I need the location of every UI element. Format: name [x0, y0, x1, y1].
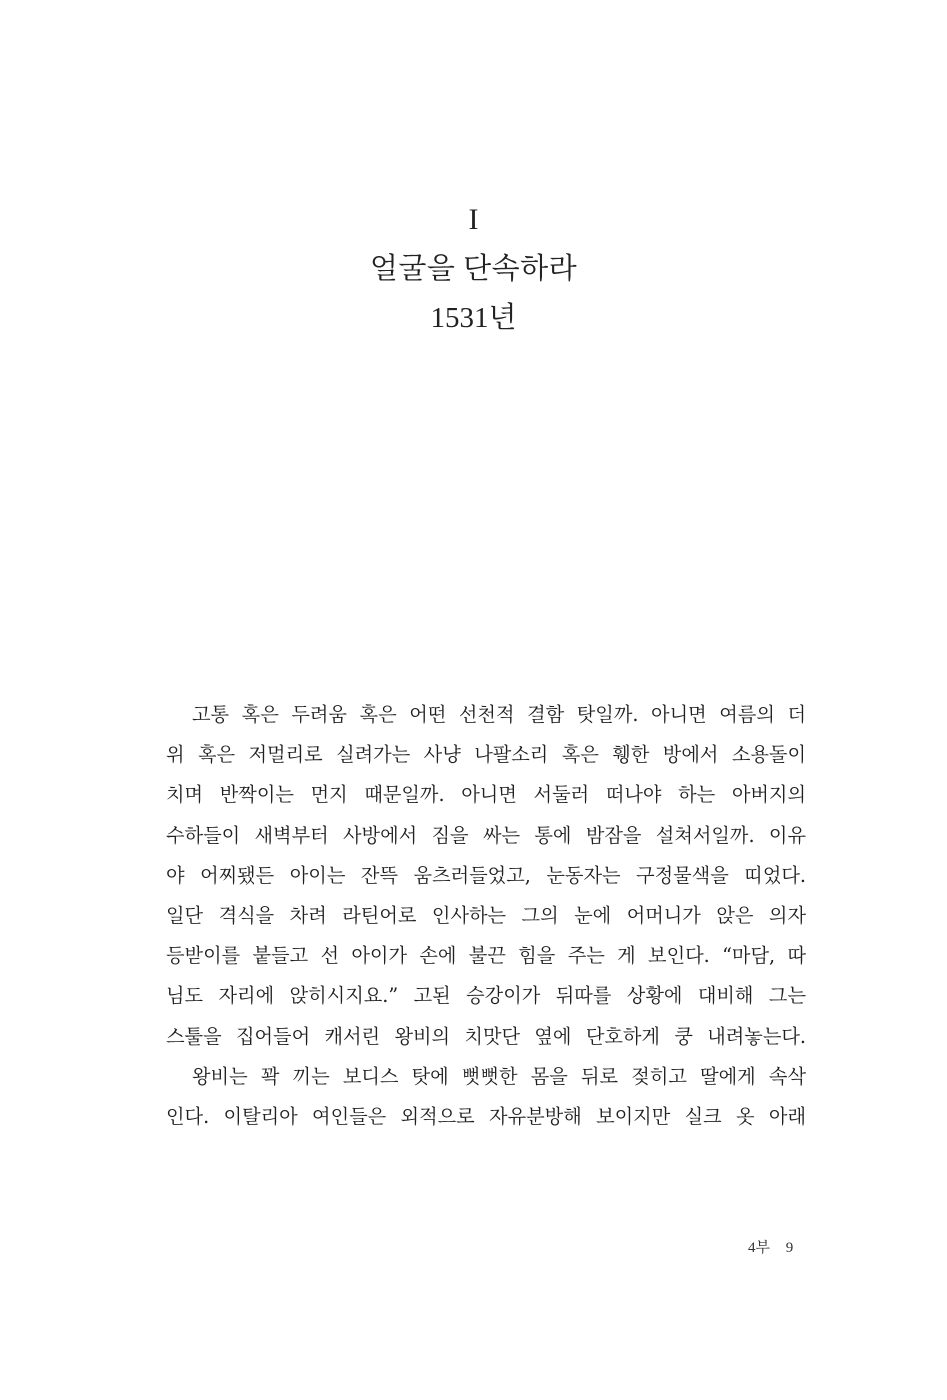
body-text	[166, 695, 806, 1137]
text-line: 치며 반짝이는 먼지 때문일까. 아니면 서둘러 떠나야 하는 아버지의	[166, 783, 806, 807]
part-label: 4부	[748, 1240, 770, 1256]
chapter-heading	[0, 196, 947, 342]
text-line: 인다. 이탈리아 여인들은 외적으로 자유분방해 보이지만 실크 옷 아래	[166, 1104, 806, 1128]
chapter-year: 1531년	[430, 302, 517, 334]
text-line: 님도 자리에 앉히시지요.” 고된 승강이가 뒤따를 상황에 대비해 그는	[166, 984, 806, 1008]
text-line: 야 어찌됐든 아이는 잔뜩 움츠러들었고, 눈동자는 구정물색을 띠었다.	[166, 863, 806, 887]
text-line: 등받이를 붙들고 선 아이가 손에 불끈 힘을 주는 게 보인다. “마담, 따	[166, 944, 806, 968]
text-line: 고통 혹은 두려움 혹은 어떤 선천적 결함 탓일까. 아니면 여름의 더	[192, 703, 806, 726]
text-line: 왕비는 꽉 끼는 보디스 탓에 뻣뻣한 몸을 뒤로 젖히고 딸에게 속삭	[192, 1064, 806, 1088]
page-number: 9	[785, 1240, 794, 1256]
text-line: 스툴을 집어들어 캐서린 왕비의 치맛단 옆에 단호하게 쿵 내려놓는다.	[166, 1024, 806, 1048]
text-line: 위 혹은 저멀리로 실려가는 사냥 나팔소리 혹은 휑한 방에서 소용돌이	[166, 743, 806, 767]
chapter-numeral: I	[468, 203, 479, 236]
chapter-title: 얼굴을 단속하라	[369, 253, 578, 285]
text-line: 일단 격식을 차려 라틴어로 인사하는 그의 눈에 어머니가 앉은 의자	[166, 903, 806, 927]
page-footer	[748, 1236, 793, 1257]
text-line: 수하들이 새벽부터 사방에서 짐을 싸는 통에 밤잠을 설쳐서일까. 이유	[166, 823, 806, 847]
